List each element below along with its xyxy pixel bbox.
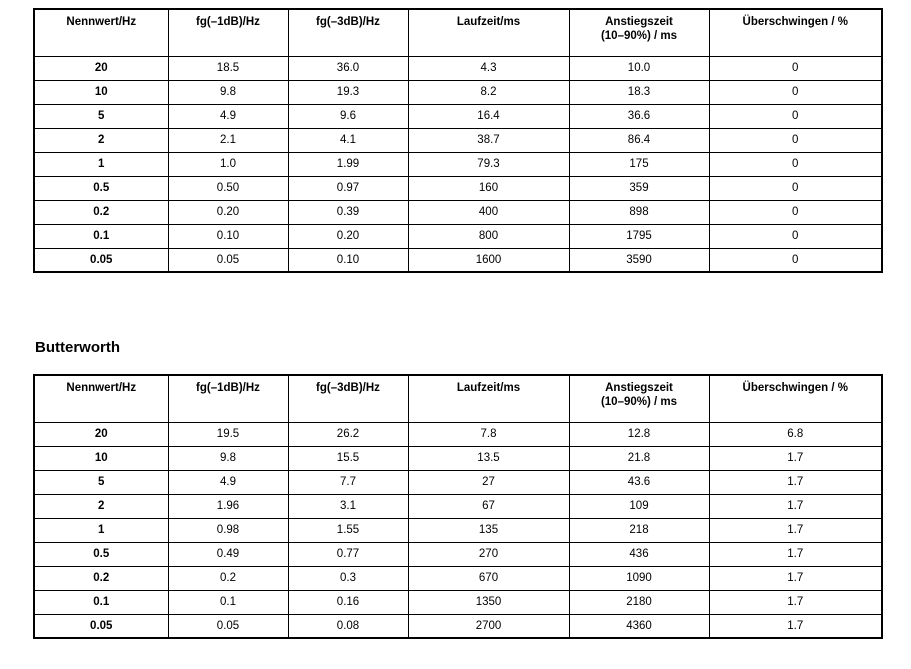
header-row: [34, 9, 882, 56]
value-cell: 0.50: [168, 176, 288, 200]
column-header-line: (10–90%) / ms: [600, 30, 678, 42]
table-row: [34, 80, 882, 104]
value-cell: 800: [408, 224, 569, 248]
value-cell: 0.77: [288, 542, 408, 566]
value-cell: 3.1: [288, 494, 408, 518]
value-cell: 19.3: [288, 80, 408, 104]
value-cell: 21.8: [569, 446, 709, 470]
value-cell: 4.1: [288, 128, 408, 152]
table-row: [34, 494, 882, 518]
column-header: [709, 9, 882, 56]
table-row: [34, 224, 882, 248]
row-label-cell: 5: [34, 104, 168, 128]
value-cell: 160: [408, 176, 569, 200]
value-cell: 2180: [569, 590, 709, 614]
value-cell: 175: [569, 152, 709, 176]
value-cell: 0: [709, 248, 882, 272]
value-cell: 1.7: [709, 446, 882, 470]
value-cell: 36.0: [288, 56, 408, 80]
table-row: [34, 104, 882, 128]
table-row: [34, 152, 882, 176]
value-cell: 43.6: [569, 470, 709, 494]
value-cell: 18.3: [569, 80, 709, 104]
table-row: [34, 422, 882, 446]
table-row: [34, 128, 882, 152]
row-label-cell: 0.05: [34, 248, 168, 272]
row-label-cell: 10: [34, 80, 168, 104]
value-cell: 0.49: [168, 542, 288, 566]
column-header-line: fg(–1dB)/Hz: [196, 16, 260, 28]
row-label-cell: 2: [34, 494, 168, 518]
value-cell: 16.4: [408, 104, 569, 128]
table-row: [34, 542, 882, 566]
value-cell: 0.10: [168, 224, 288, 248]
value-cell: 1795: [569, 224, 709, 248]
table-row: [34, 518, 882, 542]
value-cell: 1.7: [709, 470, 882, 494]
value-cell: 400: [408, 200, 569, 224]
value-cell: 436: [569, 542, 709, 566]
row-label-cell: 10: [34, 446, 168, 470]
row-label-cell: 0.2: [34, 200, 168, 224]
value-cell: 1350: [408, 590, 569, 614]
value-cell: 1.7: [709, 518, 882, 542]
column-header: [408, 9, 569, 56]
value-cell: 109: [569, 494, 709, 518]
row-label-cell: 20: [34, 422, 168, 446]
value-cell: 218: [569, 518, 709, 542]
table-row: [34, 470, 882, 494]
value-cell: 67: [408, 494, 569, 518]
table-row: [34, 590, 882, 614]
value-cell: 670: [408, 566, 569, 590]
value-cell: 0: [709, 176, 882, 200]
value-cell: 38.7: [408, 128, 569, 152]
row-label-cell: 0.05: [34, 614, 168, 638]
value-cell: 27: [408, 470, 569, 494]
value-cell: 2.1: [168, 128, 288, 152]
value-cell: 1.96: [168, 494, 288, 518]
value-cell: 2700: [408, 614, 569, 638]
filter-characteristics-table-1: [33, 8, 883, 273]
row-label-cell: 5: [34, 470, 168, 494]
value-cell: 1.7: [709, 494, 882, 518]
value-cell: 9.8: [168, 80, 288, 104]
value-cell: 0: [709, 224, 882, 248]
value-cell: 1.55: [288, 518, 408, 542]
column-header-line: fg(–3dB)/Hz: [316, 382, 380, 394]
value-cell: 1.0: [168, 152, 288, 176]
table-row: [34, 56, 882, 80]
value-cell: 26.2: [288, 422, 408, 446]
table-row: [34, 566, 882, 590]
value-cell: 7.8: [408, 422, 569, 446]
row-label-cell: 0.1: [34, 590, 168, 614]
header-row: [34, 375, 882, 422]
value-cell: 36.6: [569, 104, 709, 128]
value-cell: 0.10: [288, 248, 408, 272]
value-cell: 9.8: [168, 446, 288, 470]
table-row: [34, 614, 882, 638]
value-cell: 4360: [569, 614, 709, 638]
value-cell: 0.16: [288, 590, 408, 614]
table-row: [34, 248, 882, 272]
value-cell: 15.5: [288, 446, 408, 470]
value-cell: 1.7: [709, 566, 882, 590]
column-header: [34, 375, 168, 422]
column-header-line: Anstiegszeit: [605, 382, 673, 394]
column-header-line: fg(–1dB)/Hz: [196, 382, 260, 394]
value-cell: 86.4: [569, 128, 709, 152]
value-cell: 8.2: [408, 80, 569, 104]
value-cell: 1600: [408, 248, 569, 272]
value-cell: 0: [709, 80, 882, 104]
value-cell: 1.7: [709, 614, 882, 638]
value-cell: 7.7: [288, 470, 408, 494]
column-header: [168, 9, 288, 56]
value-cell: 359: [569, 176, 709, 200]
column-header-line: Anstiegszeit: [605, 16, 673, 28]
column-header: [569, 9, 709, 56]
value-cell: 1.7: [709, 542, 882, 566]
row-label-cell: 20: [34, 56, 168, 80]
value-cell: 3590: [569, 248, 709, 272]
value-cell: 1090: [569, 566, 709, 590]
value-cell: 0: [709, 128, 882, 152]
column-header-line: Nennwert/Hz: [66, 382, 137, 394]
value-cell: 79.3: [408, 152, 569, 176]
value-cell: 0.08: [288, 614, 408, 638]
row-label-cell: 0.5: [34, 176, 168, 200]
filter-characteristics-table-butterworth: [33, 374, 883, 639]
value-cell: 4.9: [168, 104, 288, 128]
row-label-cell: 0.5: [34, 542, 168, 566]
butterworth-heading: Butterworth: [35, 339, 120, 356]
value-cell: 10.0: [569, 56, 709, 80]
value-cell: 0.05: [168, 248, 288, 272]
value-cell: 0.3: [288, 566, 408, 590]
value-cell: 0.39: [288, 200, 408, 224]
value-cell: 0.20: [168, 200, 288, 224]
value-cell: 0: [709, 56, 882, 80]
value-cell: 0.97: [288, 176, 408, 200]
value-cell: 0.1: [168, 590, 288, 614]
column-header: [34, 9, 168, 56]
column-header: [288, 375, 408, 422]
column-header-line: (10–90%) / ms: [600, 396, 678, 408]
table-row: [34, 200, 882, 224]
column-header-line: Laufzeit/ms: [456, 382, 521, 394]
value-cell: 135: [408, 518, 569, 542]
value-cell: 0.05: [168, 614, 288, 638]
value-cell: 13.5: [408, 446, 569, 470]
column-header-line: Laufzeit/ms: [456, 16, 521, 28]
column-header: [709, 375, 882, 422]
column-header: [569, 375, 709, 422]
value-cell: 19.5: [168, 422, 288, 446]
value-cell: 1.99: [288, 152, 408, 176]
value-cell: 18.5: [168, 56, 288, 80]
row-label-cell: 1: [34, 152, 168, 176]
table-row: [34, 176, 882, 200]
value-cell: 898: [569, 200, 709, 224]
value-cell: 270: [408, 542, 569, 566]
row-label-cell: 0.2: [34, 566, 168, 590]
column-header: [288, 9, 408, 56]
value-cell: 0: [709, 104, 882, 128]
column-header-line: Überschwingen / %: [742, 382, 848, 394]
value-cell: 1.7: [709, 590, 882, 614]
value-cell: 0: [709, 200, 882, 224]
value-cell: 6.8: [709, 422, 882, 446]
row-label-cell: 0.1: [34, 224, 168, 248]
value-cell: 4.3: [408, 56, 569, 80]
column-header-line: fg(–3dB)/Hz: [316, 16, 380, 28]
column-header-line: Überschwingen / %: [742, 16, 848, 28]
value-cell: 0.20: [288, 224, 408, 248]
value-cell: 4.9: [168, 470, 288, 494]
value-cell: 0: [709, 152, 882, 176]
value-cell: 0.2: [168, 566, 288, 590]
row-label-cell: 2: [34, 128, 168, 152]
column-header-line: Nennwert/Hz: [66, 16, 137, 28]
column-header: [408, 375, 569, 422]
value-cell: 12.8: [569, 422, 709, 446]
table-row: [34, 446, 882, 470]
column-header: [168, 375, 288, 422]
value-cell: 9.6: [288, 104, 408, 128]
value-cell: 0.98: [168, 518, 288, 542]
row-label-cell: 1: [34, 518, 168, 542]
